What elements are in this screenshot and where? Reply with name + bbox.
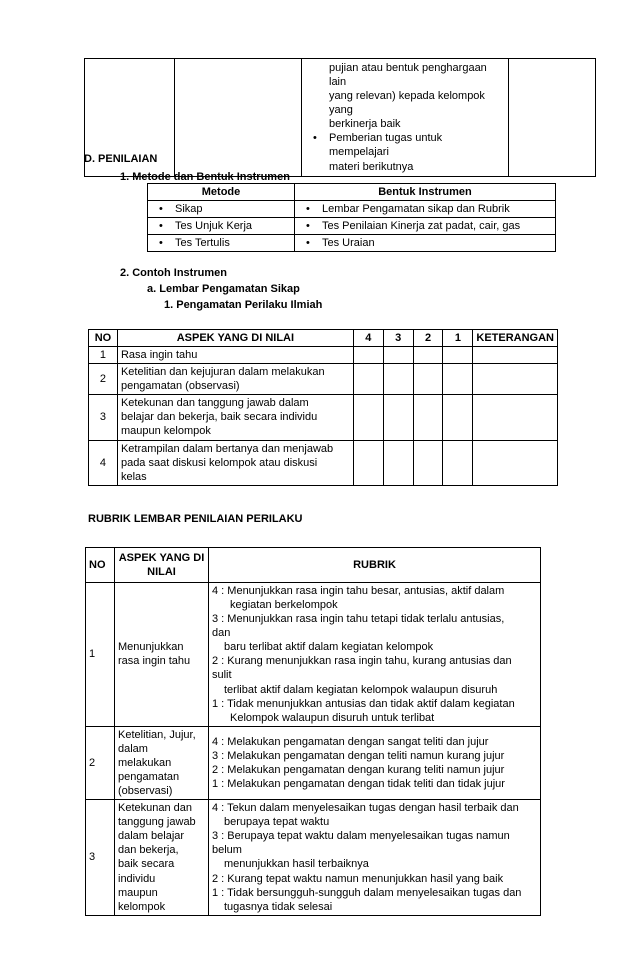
obs-no: 4	[89, 440, 118, 485]
rubric-line: 2 : Melakukan pengamatan dengan kurang teliti namun jujur	[212, 763, 505, 776]
rubric-aspect-line: kelompok	[118, 900, 166, 913]
top-cell-empty-3	[509, 59, 596, 177]
rubric-aspect-line: individu	[118, 872, 156, 885]
rubric-line: menunjukkan hasil terbaiknya	[224, 858, 369, 871]
obs-no: 1	[89, 347, 118, 364]
subheading-methods: 1. Metode dan Bentuk Instrumen	[120, 171, 290, 183]
rubric-no: 1	[86, 583, 115, 727]
top-line: pujian atau bentuk penghargaan lain	[329, 62, 487, 89]
rubric-no: 3	[86, 800, 115, 916]
rubric-line: 4 : Melakukan pengamatan dengan sangat teliti dan jujur	[212, 735, 489, 748]
obs-header-score-3: 3	[383, 330, 413, 347]
rubric-line: 3 : Melakukan pengamatan dengan teliti namun kurang jujur	[212, 749, 505, 762]
rubric-line: baru terlibat aktif dalam kegiatan kelompok	[224, 641, 434, 654]
methods-cell: • Tes Penilaian Kinerja zat padat, cair, gas	[298, 219, 552, 233]
obs-aspect-line: Ketrampilan dalam bertanya dan menjawab	[120, 442, 334, 455]
section-heading: D. PENILAIAN	[84, 153, 158, 165]
rubric-aspect-line: Ketekunan dan	[118, 802, 193, 815]
obs-header-score-1: 1	[443, 330, 473, 347]
rubric-header-no: NO	[86, 548, 115, 583]
methods-cell: • Tes Tertulis	[151, 236, 291, 250]
rubric-header-aspek-line: ASPEK YANG DI	[118, 551, 205, 564]
methods-cell: • Sikap	[151, 202, 291, 216]
rubric-aspect-line: rasa ingin tahu	[118, 655, 191, 668]
methods-cell: • Tes Unjuk Kerja	[151, 219, 291, 233]
obs-header-score-2: 2	[413, 330, 443, 347]
methods-header-bentuk: Bentuk Instrumen	[295, 184, 556, 201]
obs-aspect-line: belajar dan bekerja, baik secara individu	[120, 411, 318, 424]
table-row	[86, 583, 541, 727]
top-cell-activity	[302, 59, 509, 177]
table-row	[89, 395, 558, 440]
subheading-scientific-behavior: 1. Pengamatan Perilaku Ilmiah	[164, 299, 323, 311]
top-bullet	[305, 131, 505, 173]
top-cell-empty-2	[175, 59, 302, 177]
rubric-aspect-line: pengamatan	[118, 771, 180, 784]
top-bullet-line: • Pemberian tugas untuk mempelajari	[329, 132, 443, 159]
rubric-title: RUBRIK LEMBAR PENILAIAN PERILAKU	[88, 513, 303, 525]
rubric-header-rubrik: RUBRIK	[209, 548, 541, 583]
rubric-no: 2	[86, 726, 115, 799]
rubric-line: tugasnya tidak selesai	[224, 900, 333, 913]
rubric-aspect-line: maupun	[118, 886, 158, 899]
rubric-line: berupaya tepat waktu	[224, 816, 330, 829]
table-row	[89, 364, 558, 395]
obs-aspect-line: kelas	[120, 470, 147, 483]
methods-row	[148, 218, 556, 235]
rubric-table	[85, 547, 541, 916]
rubric-line: 3 : Menunjukkan rasa ingin tahu tetapi tidak terlalu antusias,	[212, 613, 505, 626]
rubric-line: 1 : Melakukan pengamatan dengan tidak teliti dan tidak jujur	[212, 778, 505, 791]
rubric-line: 4 : Tekun dalam menyelesaikan tugas dengan hasil terbaik dan	[212, 802, 519, 815]
obs-aspect-line: Rasa ingin tahu	[120, 349, 198, 362]
observation-table	[88, 329, 558, 486]
obs-header-aspek: ASPEK YANG DI NILAI	[117, 330, 353, 347]
table-row	[86, 726, 541, 799]
rubric-aspect-line: baik secara	[118, 858, 175, 871]
obs-no: 2	[89, 364, 118, 395]
rubric-line: Kelompok walaupun disuruh untuk terlibat	[230, 711, 435, 724]
rubric-aspect-line: Menunjukkan	[118, 641, 184, 654]
top-bullet-line: materi berikutnya	[329, 160, 414, 173]
methods-table	[147, 183, 556, 252]
top-table	[84, 58, 596, 177]
obs-header-keterangan: KETERANGAN	[473, 330, 558, 347]
rubric-line: 3 : Berupaya tepat waktu dalam menyelesaikan tugas namun	[212, 830, 510, 843]
rubric-line: 2 : Kurang menunjukkan rasa ingin tahu, kurang antusias dan	[212, 655, 512, 668]
methods-header-metode: Metode	[148, 184, 295, 201]
rubric-aspect	[115, 726, 209, 799]
rubric-aspect-line: melakukan	[118, 756, 172, 769]
top-line: yang relevan) kepada kelompok yang	[329, 90, 485, 117]
rubric-aspect-line: dan bekerja,	[118, 844, 179, 857]
rubric-aspect	[115, 583, 209, 727]
rubric-criteria	[209, 583, 541, 727]
rubric-line: dan	[212, 627, 231, 640]
rubric-criteria	[209, 800, 541, 916]
obs-header-no: NO	[89, 330, 118, 347]
table-row	[86, 800, 541, 916]
obs-aspect-line: Ketekunan dan tanggung jawab dalam	[120, 397, 309, 410]
obs-aspect-line: pada saat diskusi kelompok atau diskusi	[120, 456, 318, 469]
obs-aspect-line: pengamatan (observasi)	[120, 380, 240, 393]
methods-cell: • Lembar Pengamatan sikap dan Rubrik	[298, 202, 552, 216]
rubric-aspect-line: Ketelitian, Jujur,	[118, 728, 196, 741]
rubric-line: 2 : Kurang tepat waktu namun menunjukkan hasil yang baik	[212, 872, 504, 885]
rubric-header-aspek	[115, 548, 209, 583]
methods-row	[148, 235, 556, 252]
methods-row	[148, 201, 556, 218]
methods-cell: • Tes Uraian	[298, 236, 552, 250]
rubric-header-aspek-line: NILAI	[147, 566, 176, 578]
rubric-line: 1 : Tidak menunjukkan antusias dan tidak aktif dalam kegiatan	[212, 697, 515, 710]
obs-aspect-line: maupun kelompok	[120, 425, 211, 438]
table-row	[89, 347, 558, 364]
subheading-examples: 2. Contoh Instrumen	[120, 267, 227, 279]
rubric-aspect-line: (observasi)	[118, 785, 173, 798]
rubric-criteria	[209, 726, 541, 799]
rubric-line: kegiatan berkelompok	[230, 599, 338, 612]
rubric-aspect	[115, 800, 209, 916]
rubric-aspect-line: dalam belajar	[118, 830, 185, 843]
rubric-aspect-line: dalam	[118, 742, 148, 755]
rubric-line: terlibat aktif dalam kegiatan kelompok walaupun disuruh	[224, 683, 498, 696]
obs-aspect-line: Ketelitian dan kejujuran dalam melakukan	[120, 366, 325, 379]
obs-header-score-4: 4	[353, 330, 383, 347]
obs-no: 3	[89, 395, 118, 440]
rubric-line: 4 : Menunjukkan rasa ingin tahu besar, antusias, aktif dalam	[212, 585, 505, 597]
top-line: berkinerja baik	[329, 118, 401, 131]
table-row	[89, 440, 558, 485]
rubric-line: sulit	[212, 669, 232, 682]
subheading-attitude-sheet: a. Lembar Pengamatan Sikap	[147, 283, 300, 295]
rubric-aspect-line: tanggung jawab	[118, 816, 196, 829]
rubric-line: 1 : Tidak bersungguh-sungguh dalam menyelesaikan tugas dan	[212, 886, 522, 899]
rubric-line: belum	[212, 844, 242, 857]
